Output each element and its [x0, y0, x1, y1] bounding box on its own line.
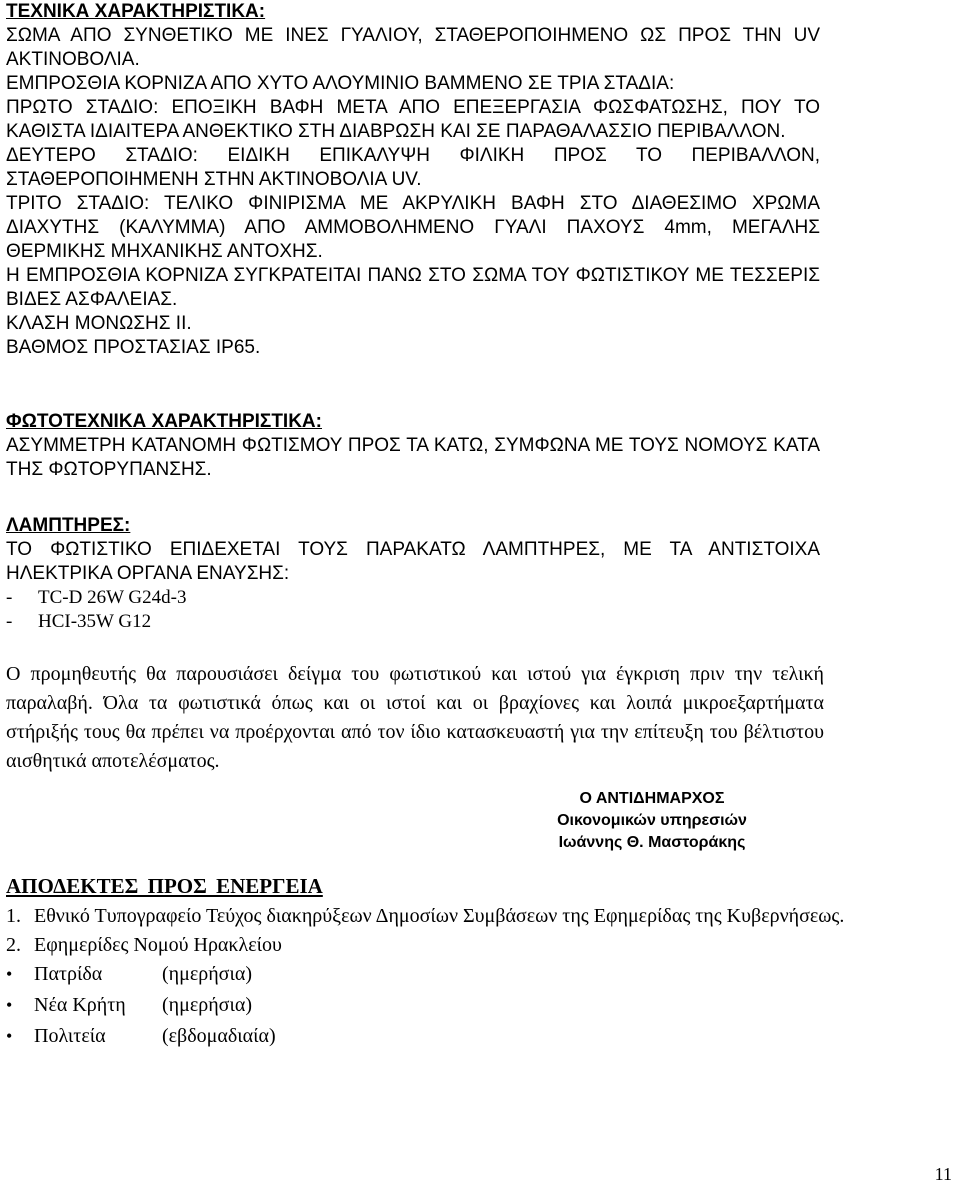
recipients-heading: ΑΠΟΔΕΚΤΕΣ ΠΡΟΣ ΕΝΕΡΓΕΙΑ	[6, 874, 323, 898]
spec-line-body: ΣΩΜΑ ΑΠΟ ΣΥΝΘΕΤΙΚΟ ΜΕ ΙΝΕΣ ΓΥΑΛΙΟΥ, ΣΤΑΘΕΡΟΠΟΙΗΜΕΝΟ ΩΣ ΠΡΟΣ ΤΗΝ UV ΑΚΤΙΝΟΒΟΛΙΑ.	[6, 25, 820, 70]
lamps-section	[6, 514, 820, 634]
technical-specs-heading: ΤΕΧΝΙΚΑ ΧΑΡΑΚΤΗΡΙΣΤΙΚΑ:	[6, 1, 266, 22]
spec-line-stage-2: ΔΕΥΤΕΡΟ ΣΤΑΔΙΟ: ΕΙΔΙΚΗ ΕΠΙΚΑΛΥΨΗ ΦΙΛΙΚΗ ΠΡΟΣ ΤΟ ΠΕΡΙΒΑΛΛΟΝ, ΣΤΑΘΕΡΟΠΟΙΗΜΕΝΗ ΣΤΗΝ ΑΚΤΙΝΟΒΟΛΙΑ UV.	[6, 145, 820, 190]
lamps-heading: ΛΑΜΠΤΗΡΕΣ:	[6, 515, 131, 536]
dash-marker: -	[6, 611, 13, 632]
newspaper-name: Πολιτεία	[34, 1025, 106, 1047]
signature-office: Οικονομικών υπηρεσιών	[557, 812, 747, 829]
spec-line-protection-rating: ΒΑΘΜΟΣ ΠΡΟΣΤΑΣΙΑΣ IP65.	[6, 337, 261, 358]
page-number: 11	[934, 1164, 952, 1184]
photometric-text: ΑΣΥΜΜΕΤΡΗ ΚΑΤΑΝΟΜΗ ΦΩΤΙΣΜΟΥ ΠΡΟΣ ΤΑ ΚΑΤΩ, ΣΥΜΦΩΝΑ ΜΕ ΤΟΥΣ ΝΟΜΟΥΣ ΚΑΤΑ ΤΗΣ ΦΩΤΟΡΥΠΑΝΣΗΣ.	[6, 435, 820, 480]
dash-marker: -	[6, 587, 13, 608]
spec-line-stage-3: ΤΡΙΤΟ ΣΤΑΔΙΟ: ΤΕΛΙΚΟ ΦΙΝΙΡΙΣΜΑ ΜΕ ΑΚΡΥΛΙΚΗ ΒΑΦΗ ΣΤΟ ΔΙΑΘΕΣΙΜΟ ΧΡΩΜΑ ΔΙΑΧΥΤΗΣ (ΚΑΛΥΜΜΑ) ΑΠΟ ΑΜΜΟΒΟΛΗΜΕΝΟ ΓΥΑΛΙ ΠΑΧΟΥΣ 4mm, ΜΕΓΑΛΗΣ ΘΕΡΜΙΚΗΣ ΜΗΧΑΝΙΚΗΣ ΑΝΤΟΧΗΣ.	[6, 193, 820, 262]
lamp-item-text: TC-D 26W G24d-3	[38, 587, 187, 608]
photometric-heading: ΦΩΤΟΤΕΧΝΙΚΑ ΧΑΡΑΚΤΗΡΙΣΤΙΚΑ:	[6, 411, 322, 432]
lamp-item-text: HCI-35W G12	[38, 611, 152, 632]
recipient-item	[6, 931, 866, 960]
recipient-text: Εθνικό Τυπογραφείο Τεύχος διακηρύξεων Δημοσίων Συμβάσεων της Εφημερίδας της Κυβερνήσεως.	[34, 905, 845, 927]
item-number: 1.	[6, 905, 21, 927]
signature-block	[532, 788, 772, 854]
item-number: 2.	[6, 934, 21, 956]
bullet-icon: •	[6, 964, 13, 984]
newspaper-frequency: (εβδομαδιαία)	[162, 1025, 276, 1047]
supplier-note: Ο προμηθευτής θα παρουσιάσει δείγμα του φωτιστικού και ιστού για έγκριση πριν την τελική παραλαβή. Όλα τα φωτιστικά όπως και οι ιστοί και οι βραχίονες και λοιπά μικροεξαρτήματα στήριξής τους θα πρέπει να προέρχονται από τον ίδιο κατασκευαστή για την επίτευξη του βέλτιστου αισθητικά αποτελέσματος.	[6, 663, 824, 772]
spec-line-screws: Η ΕΜΠΡΟΣΘΙΑ ΚΟΡΝΙΖΑ ΣΥΓΚΡΑΤΕΙΤΑΙ ΠΑΝΩ ΣΤΟ ΣΩΜΑ ΤΟΥ ΦΩΤΙΣΤΙΚΟΥ ΜΕ ΤΕΣΣΕΡΙΣ ΒΙΔΕΣ ΑΣΦΑΛΕΙΑΣ.	[6, 265, 820, 310]
newspaper-frequency: (ημερήσια)	[162, 963, 252, 985]
bullet-icon: •	[6, 995, 13, 1015]
newspaper-item	[6, 960, 866, 991]
photometric-section	[6, 410, 820, 482]
bullet-icon: •	[6, 1026, 13, 1046]
newspaper-name: Πατρίδα	[34, 963, 103, 985]
technical-specs-section	[6, 0, 820, 360]
newspaper-name: Νέα Κρήτη	[34, 994, 126, 1016]
recipient-text: Εφημερίδες Νομού Ηρακλείου	[34, 934, 282, 956]
signature-title: Ο ΑΝΤΙΔΗΜΑΡΧΟΣ	[579, 790, 725, 807]
recipients-section	[6, 872, 866, 1053]
lamps-text: ΤΟ ΦΩΤΙΣΤΙΚΟ ΕΠΙΔΕΧΕΤΑΙ ΤΟΥΣ ΠΑΡΑΚΑΤΩ ΛΑΜΠΤΗΡΕΣ, ΜΕ ΤΑ ΑΝΤΙΣΤΟΙΧΑ ΗΛΕΚΤΡΙΚΑ ΟΡΓΑΝΑ ΕΝΑΥΣΗΣ:	[6, 539, 820, 584]
lamp-item	[6, 610, 820, 634]
spec-line-insulation-class: ΚΛΑΣΗ ΜΟΝΩΣΗΣ ΙΙ.	[6, 313, 192, 334]
newspaper-item	[6, 1022, 866, 1053]
newspaper-item	[6, 991, 866, 1022]
signature-name: Ιωάννης Θ. Μαστοράκης	[558, 834, 746, 851]
recipient-item	[6, 902, 866, 931]
lamp-item	[6, 586, 820, 610]
spec-line-stage-1: ΠΡΩΤΟ ΣΤΑΔΙΟ: ΕΠΟΞΙΚΗ ΒΑΦΗ ΜΕΤΑ ΑΠΟ ΕΠΕΞΕΡΓΑΣΙΑ ΦΩΣΦΑΤΩΣΗΣ, ΠΟΥ ΤΟ ΚΑΘΙΣΤΑ ΙΔΙΑΙΤΕΡΑ ΑΝΘΕΚΤΙΚΟ ΣΤΗ ΔΙΑΒΡΩΣΗ ΚΑΙ ΣΕ ΠΑΡΑΘΑΛΑΣΣΙΟ ΠΕΡΙΒΑΛΛΟΝ.	[6, 97, 820, 142]
newspaper-frequency: (ημερήσια)	[162, 994, 252, 1016]
spec-line-frame: ΕΜΠΡΟΣΘΙΑ ΚΟΡΝΙΖΑ ΑΠΟ ΧΥΤΟ ΑΛΟΥΜΙΝΙΟ ΒΑΜΜΕΝΟ ΣΕ ΤΡΙΑ ΣΤΑΔΙΑ:	[6, 73, 675, 94]
